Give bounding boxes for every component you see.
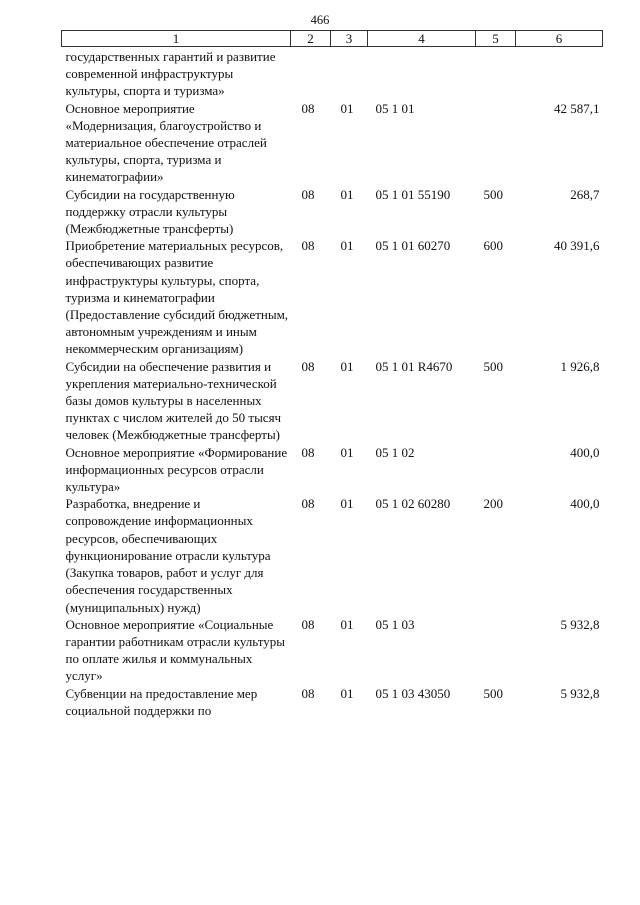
row-description: Приобретение материальных ресурсов, обеспечивающих развитие инфраструктуры культуры, спорта, туризма и кинематографии (Предоставление субсидий бюджетным, автономным учреждениям и иным некоммерческим организациям) (65, 238, 289, 357)
amount-value (516, 47, 603, 100)
target-article-code: 05 1 01 55190 (375, 186, 451, 202)
column-header: 6 (516, 31, 603, 47)
target-article-code (368, 47, 476, 100)
table-row (62, 444, 603, 496)
column-header: 4 (368, 31, 476, 47)
target-article-code: 05 1 02 60280 (375, 496, 451, 512)
section-code: 08 (301, 616, 315, 632)
amount-value: 400,0 (570, 444, 600, 460)
table-row (62, 100, 603, 186)
table-row (62, 495, 603, 615)
table-row (62, 237, 603, 357)
table-row (62, 358, 603, 444)
amount-value: 40 391,6 (554, 238, 600, 254)
target-article-code: 05 1 01 (375, 100, 415, 116)
amount-value: 400,0 (570, 496, 600, 512)
page-number: 466 (310, 13, 330, 27)
amount-value: 5 932,8 (560, 616, 600, 632)
subsection-code (331, 47, 368, 100)
section-code: 08 (301, 358, 315, 374)
expense-type-code: 500 (483, 685, 503, 701)
subsection-code: 01 (340, 444, 354, 460)
table-row (62, 685, 603, 719)
row-description: Разработка, внедрение и сопровождение информационных ресурсов, обеспечивающих функционирование отрасли культура (Закупка товаров, работ и услуг для обеспечения государственных (муниципальных) нужд) (65, 496, 271, 615)
expense-type-code: 600 (483, 238, 503, 254)
subsection-code: 01 (340, 186, 354, 202)
row-description: Основное мероприятие «Социальные гарантии работникам отрасли культуры по оплате жилья и коммунальных услуг» (65, 616, 285, 684)
expense-type-code (476, 444, 516, 496)
table-row (62, 47, 603, 100)
section-code: 08 (301, 186, 315, 202)
column-header: 3 (331, 31, 368, 47)
target-article-code: 05 1 01 60270 (375, 238, 451, 254)
column-number-header-row (62, 31, 603, 47)
subsection-code: 01 (340, 358, 354, 374)
column-header: 5 (476, 31, 516, 47)
column-header: 1 (62, 31, 291, 47)
section-code: 08 (301, 685, 315, 701)
section-code (291, 47, 331, 100)
row-description: Основное мероприятие «Формирование информационных ресурсов отрасли культура» (65, 444, 288, 495)
target-article-code: 05 1 03 43050 (375, 685, 451, 701)
amount-value: 5 932,8 (560, 685, 600, 701)
budget-table (61, 30, 603, 719)
row-description: Основное мероприятие «Модернизация, благоустройство и материальное обеспечение отраслей культуры, спорта, туризма и кинематографии» (65, 100, 267, 185)
amount-value: 1 926,8 (560, 358, 600, 374)
subsection-code: 01 (340, 616, 354, 632)
subsection-code: 01 (340, 100, 354, 116)
section-code: 08 (301, 238, 315, 254)
expense-type-code: 500 (483, 186, 503, 202)
expense-type-code: 500 (483, 358, 503, 374)
target-article-code: 05 1 03 (375, 616, 415, 632)
expense-type-code (476, 100, 516, 186)
column-header: 2 (291, 31, 331, 47)
table-row (62, 186, 603, 238)
expense-type-code (476, 47, 516, 100)
amount-value: 268,7 (570, 186, 600, 202)
expense-type-code (476, 616, 516, 685)
subsection-code: 01 (340, 685, 354, 701)
subsection-code: 01 (340, 238, 354, 254)
section-code: 08 (301, 444, 315, 460)
target-article-code: 05 1 01 R4670 (375, 358, 453, 374)
amount-value: 42 587,1 (554, 100, 600, 116)
row-description: Субсидии на обеспечение развития и укрепления материально-технической базы домов культуры в населенных пунктах с числом жителей до 50 тысяч человек (Межбюджетные трансферты) (65, 358, 282, 443)
row-description: Субвенции на предоставление мер социальной поддержки по (65, 685, 258, 718)
target-article-code: 05 1 02 (375, 444, 415, 460)
table-row (62, 616, 603, 685)
subsection-code: 01 (340, 496, 354, 512)
expense-type-code: 200 (483, 496, 503, 512)
row-description: государственных гарантий и развитие современной инфраструктуры культуры, спорта и туризма» (65, 49, 276, 99)
row-description: Субсидии на государственную поддержку отрасли культуры (Межбюджетные трансферты) (65, 186, 235, 237)
section-code: 08 (301, 100, 315, 116)
section-code: 08 (301, 496, 315, 512)
